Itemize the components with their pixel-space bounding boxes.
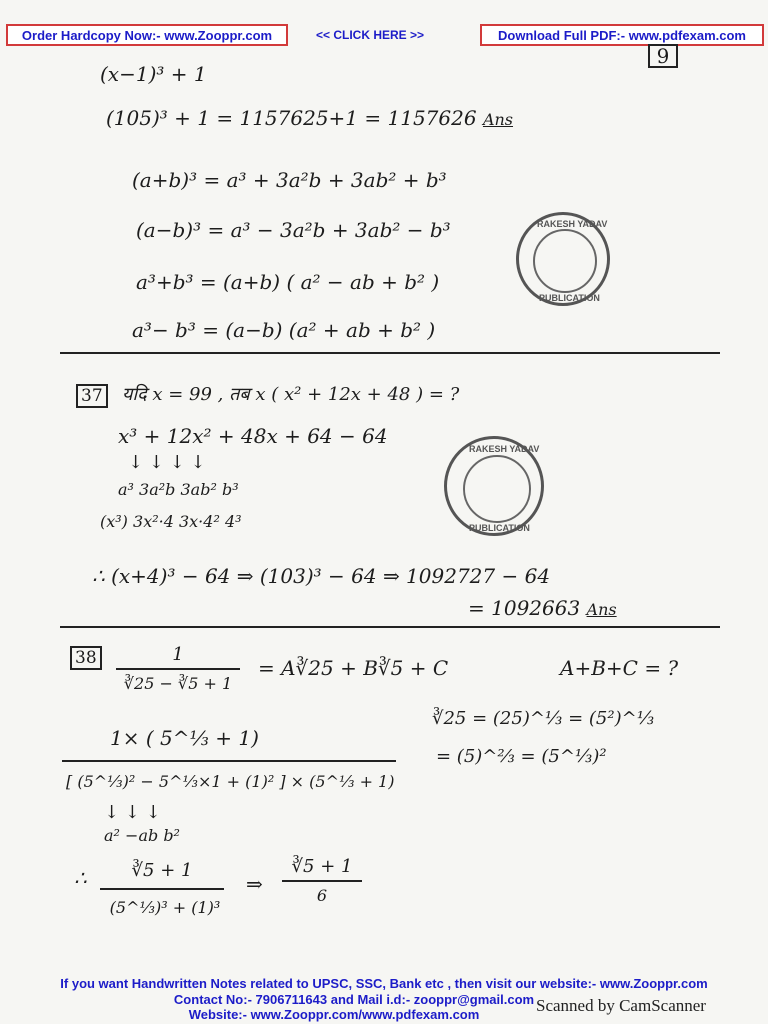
question-number-37: 37 [76, 384, 108, 408]
q37-arrows: ↓ ↓ ↓ ↓ [128, 452, 206, 473]
q38-result-denominator: 6 [316, 886, 328, 905]
q38-side-note-1: ∛25 = (25)^⅓ = (5²)^⅓ [432, 708, 655, 729]
q37-result-text: = 1092663 [468, 596, 581, 620]
expr-line-2-text: (105)³ + 1 = 1157625+1 = 1157626 [106, 106, 477, 130]
footer-website-line[interactable]: Website:- www.Zooppr.com/www.pdfexam.com [188, 1007, 480, 1022]
camscanner-watermark: Scanned by CamScanner [536, 996, 706, 1015]
q38-final-denominator: (5^⅓)³ + (1)³ [109, 898, 221, 917]
question-number-38: 38 [70, 646, 102, 670]
page-number: 9 [648, 44, 678, 68]
click-here-link[interactable]: << CLICK HERE >> [316, 28, 425, 42]
section-divider-2 [60, 626, 720, 628]
download-pdf-link[interactable]: Download Full PDF:- www.pdfexam.com [480, 24, 764, 46]
stamp2-text-bottom: PUBLICATION [469, 523, 530, 533]
q38-denominator: ∛25 − ∛5 + 1 [123, 674, 233, 693]
q38-final-numerator: ∛5 + 1 [131, 860, 193, 881]
q38-fraction-bar [116, 668, 240, 670]
q37-expansion: x³ + 12x² + 48x + 64 − 64 [118, 424, 388, 448]
q37-result [468, 596, 617, 620]
footer-contact-line: Contact No:- 7906711643 and Mail i.d:- zooppr@gmail.com [173, 992, 535, 1007]
q38-mult-bar [62, 760, 396, 762]
q37-step: ∴ (x+4)³ − 64 ⇒ (103)³ − 64 ⇒ 1092727 − 64 [92, 564, 551, 588]
identity-cube-sum: (a+b)³ = a³ + 3a²b + 3ab² + b³ [132, 168, 447, 192]
therefore-sign: ∴ [74, 866, 87, 890]
identity-sum-of-cubes: a³+b³ = (a+b) ( a² − ab + b² ) [136, 270, 440, 294]
q38-mult-denominator: [ (5^⅓)² − 5^⅓×1 + (1)² ] × (5^⅓ + 1) [66, 772, 395, 791]
implies-sign: ⇒ [246, 872, 263, 896]
q38-rhs: = A∛25 + B∛5 + C [258, 656, 449, 680]
q38-result-bar [282, 880, 362, 882]
identity-diff-of-cubes: a³− b³ = (a−b) (a² + ab + b² ) [132, 318, 436, 342]
q38-final-bar [100, 888, 224, 890]
q38-side-note-2: = (5)^⅔ = (5^⅓)² [436, 746, 607, 767]
stamp-text-bottom: PUBLICATION [539, 293, 600, 303]
q38-numerator: 1 [172, 644, 184, 665]
publisher-stamp-2 [444, 436, 544, 536]
answer-mark: Ans [482, 110, 514, 129]
q37-terms-generic: a³ 3a²b 3ab² b³ [118, 480, 239, 499]
identity-cube-diff: (a−b)³ = a³ − 3a²b + 3ab² − b³ [136, 218, 451, 242]
order-hardcopy-link[interactable]: Order Hardcopy Now:- www.Zooppr.com [6, 24, 288, 46]
q37-terms-specific: (x³) 3x²·4 3x·4² 4³ [100, 512, 242, 531]
stamp-text-top: RAKESH YADAV [537, 219, 608, 229]
q38-ask: A+B+C = ? [560, 656, 679, 680]
footer-notes-line: If you want Handwritten Notes related to UPSC, SSC, Bank etc , then visit our website:- www.Zooppr.com [60, 976, 708, 991]
question-37-text: यदि x = 99 , तब x ( x² + 12x + 48 ) = ? [122, 384, 460, 405]
answer-mark-2: Ans [586, 600, 617, 619]
publisher-stamp-1 [516, 212, 610, 306]
expr-line-1: (x−1)³ + 1 [100, 62, 207, 86]
q38-arrows: ↓ ↓ ↓ [104, 802, 161, 823]
section-divider-1 [60, 352, 720, 354]
q38-labels: a² −ab b² [104, 826, 180, 845]
stamp2-text-top: RAKESH YADAV [469, 444, 540, 454]
q38-result-numerator: ∛5 + 1 [291, 856, 353, 877]
q38-mult-numerator: 1× ( 5^⅓ + 1) [110, 726, 259, 750]
expr-line-2 [106, 106, 513, 130]
